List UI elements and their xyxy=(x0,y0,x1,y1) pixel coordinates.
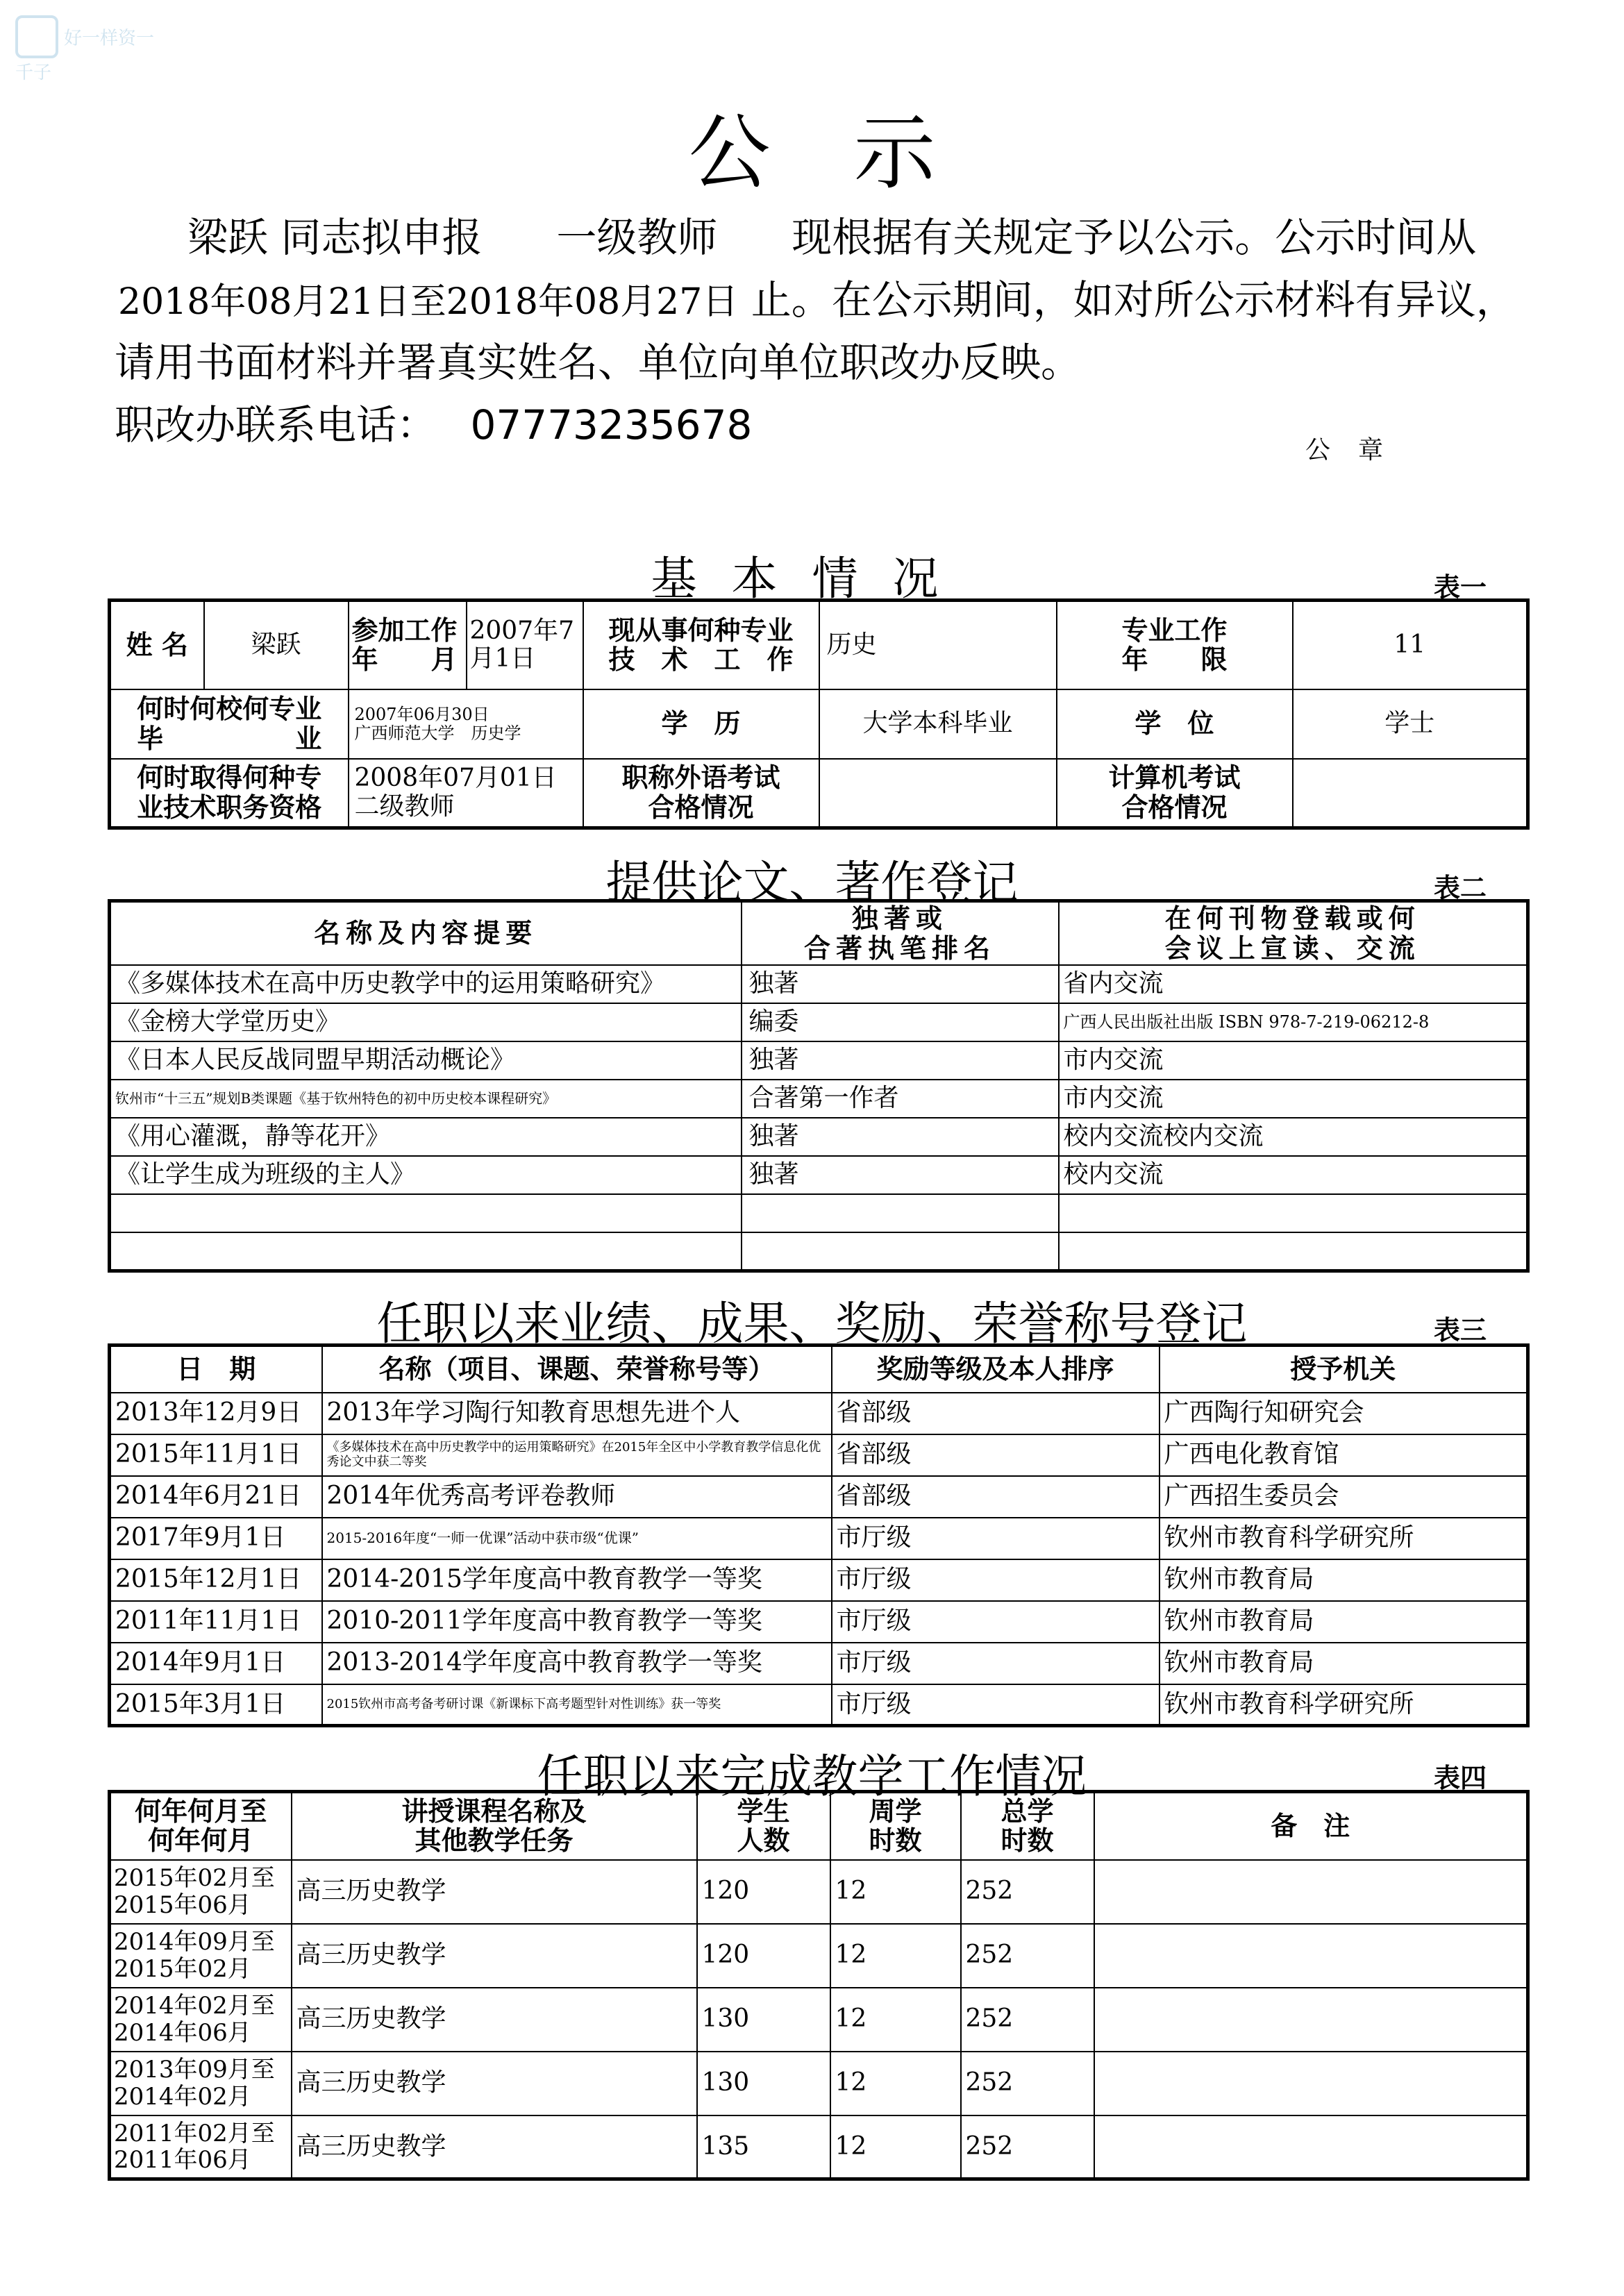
table-row: 《金榜大学堂历史》 编委 广西人民出版社出版 ISBN 978-7-219-06212-8 xyxy=(110,1003,1528,1041)
graduation-label: 何时何校何专业 毕 业 xyxy=(110,689,349,759)
pub-header-venue: 在何刊物登载或何 会议上宣读、交流 xyxy=(1059,901,1528,966)
notice-period: 2018年08月21日至2018年08月27日 xyxy=(118,281,739,323)
table-row: 2014年09月至 2015年02月 高三历史教学 120 12 252 xyxy=(110,1924,1528,1988)
table-row xyxy=(110,1232,1528,1271)
page-title: 公示 xyxy=(688,105,1019,201)
foreign-language-label: 职称外语考试 合格情况 xyxy=(583,759,819,828)
current-field-label: 现从事何种专业 技 术 工 作 xyxy=(583,601,819,689)
logo-text: 好一样资一千子 xyxy=(15,27,155,83)
degree-value: 学士 xyxy=(1293,689,1528,759)
teach-header-period: 何年何月至 何年何月 xyxy=(110,1792,292,1860)
table-row: 2014年02月至 2014年06月 高三历史教学 130 12 252 xyxy=(110,1988,1528,2052)
teaching-table xyxy=(108,1790,1530,2181)
official-seal-label: 公章 xyxy=(1305,436,1412,464)
teach-header-total: 总学 时数 xyxy=(961,1792,1094,1860)
ach-header-level: 奖励等级及本人排序 xyxy=(832,1346,1160,1393)
table-row: 钦州市“十三五”规划B类课题《基于钦州特色的初中历史校本课程研究》 合著第一作者 市内交流 xyxy=(110,1080,1528,1118)
table-row: 《多媒体技术在高中历史教学中的运用策略研究》 独著 省内交流 xyxy=(110,965,1528,1003)
education-value: 大学本科毕业 xyxy=(819,689,1057,759)
teach-header-weekly: 周学 时数 xyxy=(830,1792,961,1860)
pub-header-name: 名称及内容提要 xyxy=(110,901,742,966)
qualification-label: 何时取得何种专 业技术职务资格 xyxy=(110,759,349,828)
table-row: 2015年02月至 2015年06月 高三历史教学 120 12 252 xyxy=(110,1860,1528,1924)
section-4-title: 任职以来完成教学工作情况 xyxy=(537,1750,1087,1803)
ach-header-org: 授予机关 xyxy=(1160,1346,1528,1393)
years-value: 11 xyxy=(1293,601,1528,689)
section-3-title: 任职以来业绩、成果、奖励、荣誉称号登记 xyxy=(376,1297,1248,1350)
section-2-title: 提供论文、著作登记 xyxy=(605,856,1019,910)
table-row: 2013年12月9日 2013年学习陶行知教育思想先进个人 省部级 广西陶行知研究会 xyxy=(110,1393,1528,1434)
pub-header-rank: 独著或 合著执笔排名 xyxy=(742,901,1059,966)
graduation-value: 2007年06月30日 广西师范大学 历史学 xyxy=(349,689,583,759)
current-field-value: 历史 xyxy=(819,601,1057,689)
teach-header-note: 备 注 xyxy=(1094,1792,1528,1860)
site-logo xyxy=(15,15,168,83)
table-row: 2011年11月1日 2010-2011学年度高中教育教学一等奖 市厅级 钦州市教育局 xyxy=(110,1601,1528,1643)
table-row: 《用心灌溉，静等花开》 独著 校内交流校内交流 xyxy=(110,1118,1528,1156)
computer-exam-label: 计算机考试 合格情况 xyxy=(1057,759,1293,828)
section-3-number: 表三 xyxy=(1434,1315,1487,1346)
table-row: 2017年9月1日 2015-2016年度“一师一优课”活动中获市级“优课” 市厅级 钦州市教育科学研究所 xyxy=(110,1518,1528,1559)
notice-contact: 职改办联系电话： 07773235678 xyxy=(115,401,753,449)
table-row: 2011年02月至 2011年06月 高三历史教学 135 12 252 xyxy=(110,2115,1528,2179)
candidate-name: 梁跃 xyxy=(187,214,269,261)
years-label: 专业工作 年 限 xyxy=(1057,601,1293,689)
computer-exam-value xyxy=(1293,759,1528,828)
section-2-number: 表二 xyxy=(1434,873,1487,903)
applied-title: 一级教师 xyxy=(556,214,718,261)
publications-table xyxy=(108,899,1530,1273)
section-1-number: 表一 xyxy=(1434,572,1487,603)
name-value: 梁跃 xyxy=(204,601,349,689)
achievements-table xyxy=(108,1343,1530,1727)
qualification-value: 2008年07月01日 二级教师 xyxy=(349,759,583,828)
work-start-value: 2007年7月1日 xyxy=(467,601,583,689)
education-label: 学 历 xyxy=(583,689,819,759)
ach-header-date: 日 期 xyxy=(110,1346,322,1393)
work-start-label: 参加工作 年 月 xyxy=(349,601,467,689)
table-row: 2015年11月1日 《多媒体技术在高中历史教学中的运用策略研究》在2015年全区中小学教育教学信息化优秀论文中获二等奖 省部级 广西电化教育馆 xyxy=(110,1434,1528,1476)
notice-line-1: 梁跃 同志拟申报 一级教师 现根据有关规定予以公示。公示时间从 xyxy=(187,214,1477,261)
notice-line-2: 2018年08月21日至2018年08月27日 止。在公示期间，如对所公示材料有异议， xyxy=(118,276,1516,324)
table-row: 2014年9月1日 2013-2014学年度高中教育教学一等奖 市厅级 钦州市教育局 xyxy=(110,1643,1528,1684)
name-label: 姓 名 xyxy=(110,601,204,689)
table-row: 2015年12月1日 2014-2015学年度高中教育教学一等奖 市厅级 钦州市教育局 xyxy=(110,1559,1528,1601)
table-row: 2014年6月21日 2014年优秀高考评卷教师 省部级 广西招生委员会 xyxy=(110,1476,1528,1518)
basic-info-table xyxy=(108,598,1530,830)
section-4-number: 表四 xyxy=(1434,1763,1487,1793)
ach-header-name: 名称（项目、课题、荣誉称号等） xyxy=(322,1346,832,1393)
notice-line-3: 请用书面材料并署真实姓名、单位向单位职改办反映。 xyxy=(115,339,1082,386)
foreign-language-value xyxy=(819,759,1057,828)
table-row xyxy=(110,1194,1528,1232)
table-row: 《让学生成为班级的主人》 独著 校内交流 xyxy=(110,1156,1528,1194)
table-row: 2015年3月1日 2015钦州市高考备考研讨课《新课标下高考题型针对性训练》获一等奖 市厅级 钦州市教育科学研究所 xyxy=(110,1684,1528,1726)
table-row: 2013年09月至 2014年02月 高三历史教学 130 12 252 xyxy=(110,2052,1528,2115)
logo-icon xyxy=(15,15,58,58)
degree-label: 学 位 xyxy=(1057,689,1293,759)
table-row: 《日本人民反战同盟早期活动概论》 独著 市内交流 xyxy=(110,1041,1528,1080)
teach-header-students: 学生 人数 xyxy=(697,1792,830,1860)
teach-header-course: 讲授课程名称及 其他教学任务 xyxy=(292,1792,697,1860)
section-1-title: 基本情况 xyxy=(651,552,973,605)
contact-phone: 07773235678 xyxy=(470,401,753,449)
